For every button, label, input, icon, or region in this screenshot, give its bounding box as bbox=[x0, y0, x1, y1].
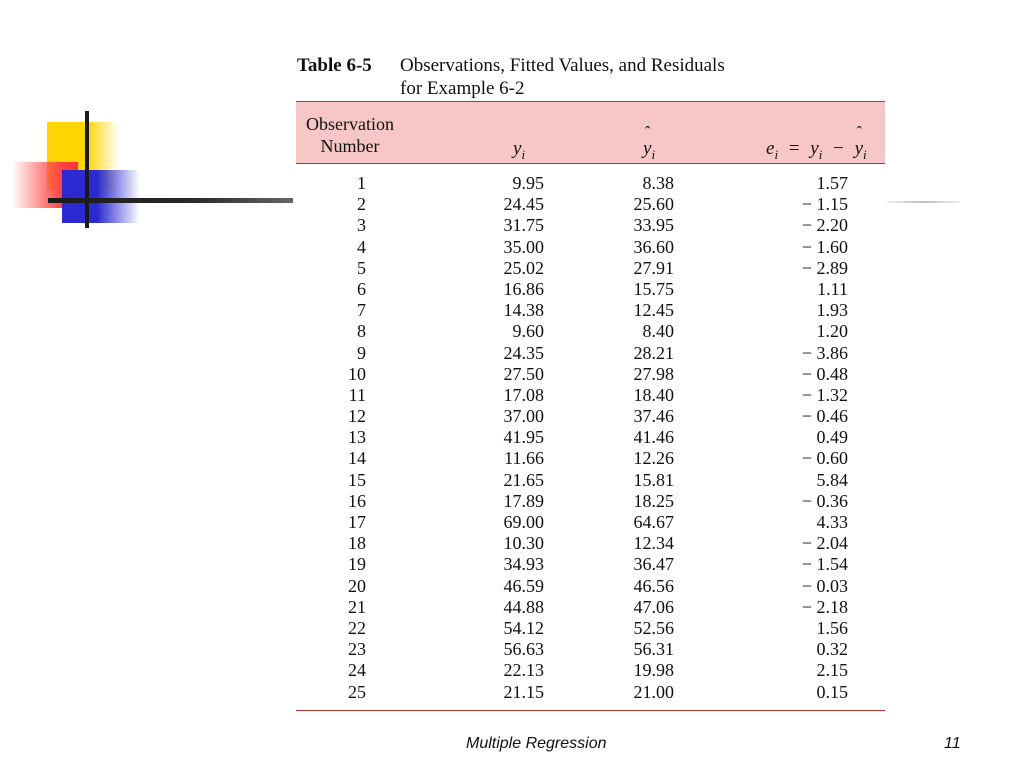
cell-yi: 27.50 bbox=[503, 363, 544, 384]
cell-yhat: 36.47 bbox=[633, 554, 674, 575]
cell-residual: 1.20 bbox=[816, 321, 848, 342]
table-row bbox=[296, 618, 885, 639]
cell-yi: 16.86 bbox=[503, 278, 544, 299]
cell-yhat: 12.26 bbox=[633, 448, 674, 469]
table-row bbox=[296, 300, 885, 321]
header-yhat bbox=[643, 124, 656, 163]
table-row bbox=[296, 427, 885, 448]
table-row bbox=[296, 533, 885, 554]
cell-residual: − 2.04 bbox=[801, 533, 848, 554]
table-title bbox=[297, 54, 857, 100]
cell-yi: 31.75 bbox=[503, 215, 544, 236]
cell-observation: 8 bbox=[357, 321, 366, 342]
cell-yi: 11.66 bbox=[504, 448, 544, 469]
cell-yhat: 28.21 bbox=[633, 342, 674, 363]
cell-observation: 4 bbox=[357, 236, 366, 257]
cell-yi: 54.12 bbox=[503, 617, 544, 638]
table-row bbox=[296, 660, 885, 681]
table-row bbox=[296, 364, 885, 385]
cell-residual: − 0.46 bbox=[801, 406, 848, 427]
cell-yi: 17.08 bbox=[503, 384, 544, 405]
header-yi bbox=[513, 138, 525, 163]
cell-observation: 10 bbox=[348, 363, 366, 384]
cell-observation: 9 bbox=[357, 342, 366, 363]
cell-observation: 5 bbox=[357, 257, 366, 278]
cell-yi: 9.60 bbox=[512, 321, 544, 342]
cell-observation: 21 bbox=[348, 596, 366, 617]
cell-yhat: 27.98 bbox=[633, 363, 674, 384]
cell-yi: 37.00 bbox=[503, 406, 544, 427]
cell-yhat: 12.45 bbox=[633, 300, 674, 321]
header-residual-equals: = bbox=[788, 138, 800, 159]
cell-yi: 10.30 bbox=[503, 533, 544, 554]
cell-observation: 3 bbox=[357, 215, 366, 236]
cell-observation: 25 bbox=[348, 681, 366, 702]
cell-yhat: 18.40 bbox=[633, 384, 674, 405]
cell-yhat: 15.75 bbox=[633, 278, 674, 299]
cell-yi: 34.93 bbox=[503, 554, 544, 575]
cell-residual: − 2.18 bbox=[801, 596, 848, 617]
cell-residual: 2.15 bbox=[816, 660, 848, 681]
table-row bbox=[296, 258, 885, 279]
cell-yhat: 46.56 bbox=[633, 575, 674, 596]
header-residual-symbol: e bbox=[766, 138, 775, 159]
header-residual-y: y bbox=[810, 138, 819, 159]
cell-observation: 6 bbox=[357, 278, 366, 299]
table-caption-line1: Observations, Fitted Values, and Residuals bbox=[400, 55, 725, 76]
cell-observation: 19 bbox=[348, 554, 366, 575]
cell-residual: 0.15 bbox=[816, 681, 848, 702]
table-row bbox=[296, 237, 885, 258]
cell-residual: 1.57 bbox=[816, 173, 848, 193]
cell-yhat: 33.95 bbox=[633, 215, 674, 236]
cell-yi: 56.63 bbox=[503, 639, 544, 660]
table-row bbox=[296, 639, 885, 660]
cell-residual: 5.84 bbox=[816, 469, 848, 490]
cell-yhat: 8.38 bbox=[642, 173, 674, 193]
header-yhat-sub: i bbox=[651, 146, 656, 162]
cell-yhat: 21.00 bbox=[633, 681, 674, 702]
table-row bbox=[296, 343, 885, 364]
table-row bbox=[296, 321, 885, 342]
cell-observation: 1 bbox=[357, 173, 366, 193]
cell-residual: 0.49 bbox=[816, 427, 848, 448]
table-row bbox=[296, 385, 885, 406]
cell-yhat: 64.67 bbox=[633, 512, 674, 532]
header-residual-y-sub: i bbox=[818, 146, 823, 162]
table-row bbox=[296, 597, 885, 618]
footer-title: Multiple Regression bbox=[466, 735, 607, 752]
cell-residual: − 0.48 bbox=[801, 363, 848, 384]
table-row bbox=[296, 554, 885, 575]
table-row bbox=[296, 194, 885, 215]
cell-yhat: 47.06 bbox=[633, 596, 674, 617]
decor-blue-square bbox=[62, 170, 140, 223]
cell-yhat: 12.34 bbox=[633, 533, 674, 554]
cell-observation: 23 bbox=[348, 639, 366, 660]
cell-residual: − 1.15 bbox=[801, 194, 848, 215]
table-caption-line2: for Example 6-2 bbox=[400, 78, 525, 99]
cell-residual: − 0.36 bbox=[801, 490, 848, 511]
decor-faint-line bbox=[886, 201, 960, 203]
cell-yhat: 25.60 bbox=[633, 194, 674, 215]
header-yi-symbol: y bbox=[513, 138, 522, 159]
cell-yi: 22.13 bbox=[503, 660, 544, 681]
cell-yi: 69.00 bbox=[503, 512, 544, 532]
header-residual-yhat-hat: ˆ bbox=[856, 124, 862, 141]
table-row bbox=[296, 512, 885, 533]
header-yhat-hat: ˆ bbox=[645, 124, 651, 141]
table-number: Table 6-5 bbox=[297, 55, 372, 76]
cell-yi: 35.00 bbox=[503, 236, 544, 257]
page-number: 11 bbox=[944, 735, 961, 752]
cell-residual: − 1.54 bbox=[801, 554, 848, 575]
cell-observation: 18 bbox=[348, 533, 366, 554]
table-row bbox=[296, 470, 885, 491]
cell-yi: 21.65 bbox=[503, 469, 544, 490]
table-row bbox=[296, 279, 885, 300]
header-residual-yhat-symbol: y bbox=[854, 138, 863, 159]
cell-yhat: 15.81 bbox=[633, 469, 674, 490]
cell-observation: 14 bbox=[348, 448, 366, 469]
header-residual-yhat-sub: i bbox=[863, 146, 867, 162]
cell-residual: − 0.60 bbox=[801, 448, 848, 469]
cell-residual: − 2.20 bbox=[801, 215, 848, 236]
cell-yhat: 41.46 bbox=[633, 427, 674, 448]
header-observation-line2: Number bbox=[320, 136, 380, 156]
cell-residual: − 1.60 bbox=[801, 236, 848, 257]
cell-observation: 24 bbox=[348, 660, 366, 681]
cell-observation: 16 bbox=[348, 490, 366, 511]
cell-yi: 44.88 bbox=[503, 596, 544, 617]
cell-yhat: 56.31 bbox=[633, 639, 674, 660]
table-row bbox=[296, 491, 885, 512]
cell-residual: − 1.32 bbox=[801, 384, 848, 405]
cell-yhat: 18.25 bbox=[633, 490, 674, 511]
table-bottom-rule bbox=[296, 710, 885, 711]
cell-yi: 9.95 bbox=[512, 173, 544, 193]
cell-yi: 17.89 bbox=[503, 490, 544, 511]
table-row bbox=[296, 215, 885, 236]
table-row bbox=[296, 576, 885, 597]
decor-vertical-line bbox=[85, 111, 89, 228]
cell-residual: − 3.86 bbox=[801, 342, 848, 363]
cell-observation: 13 bbox=[348, 427, 366, 448]
cell-residual: 4.33 bbox=[816, 512, 848, 532]
cell-observation: 2 bbox=[357, 194, 366, 215]
table-row bbox=[296, 682, 885, 703]
header-yhat-symbol: y bbox=[643, 138, 652, 159]
header-residual-sub: i bbox=[774, 146, 779, 162]
cell-observation: 22 bbox=[348, 617, 366, 638]
cell-residual: 1.56 bbox=[816, 617, 848, 638]
cell-observation: 15 bbox=[348, 469, 366, 490]
table-body bbox=[296, 173, 885, 703]
cell-yi: 46.59 bbox=[503, 575, 544, 596]
header-yi-sub: i bbox=[521, 146, 526, 162]
decor-horizontal-line bbox=[48, 198, 293, 203]
cell-yhat: 8.40 bbox=[642, 321, 674, 342]
cell-yhat: 27.91 bbox=[633, 257, 674, 278]
cell-yi: 24.45 bbox=[503, 194, 544, 215]
table-row bbox=[296, 448, 885, 469]
cell-yhat: 37.46 bbox=[633, 406, 674, 427]
cell-yi: 21.15 bbox=[503, 681, 544, 702]
cell-yi: 24.35 bbox=[503, 342, 544, 363]
header-residual-yhat bbox=[854, 124, 867, 162]
cell-observation: 12 bbox=[348, 406, 366, 427]
cell-observation: 20 bbox=[348, 575, 366, 596]
cell-yhat: 36.60 bbox=[633, 236, 674, 257]
cell-residual: 1.11 bbox=[817, 278, 848, 299]
header-residual bbox=[766, 124, 867, 163]
header-residual-minus: − bbox=[833, 138, 844, 159]
header-observation-line1: Observation bbox=[306, 114, 394, 134]
cell-residual: − 0.03 bbox=[801, 575, 848, 596]
cell-residual: 1.93 bbox=[816, 300, 848, 321]
header-observation-number bbox=[306, 113, 394, 157]
cell-yi: 41.95 bbox=[503, 427, 544, 448]
cell-yi: 14.38 bbox=[503, 300, 544, 321]
cell-observation: 7 bbox=[357, 300, 366, 321]
cell-yi: 25.02 bbox=[503, 257, 544, 278]
cell-yhat: 19.98 bbox=[633, 660, 674, 681]
cell-observation: 11 bbox=[348, 384, 366, 405]
cell-yhat: 52.56 bbox=[633, 617, 674, 638]
cell-residual: − 2.89 bbox=[801, 257, 848, 278]
table-row bbox=[296, 406, 885, 427]
table-row bbox=[296, 173, 885, 194]
cell-residual: 0.32 bbox=[816, 639, 848, 660]
cell-observation: 17 bbox=[348, 512, 366, 532]
